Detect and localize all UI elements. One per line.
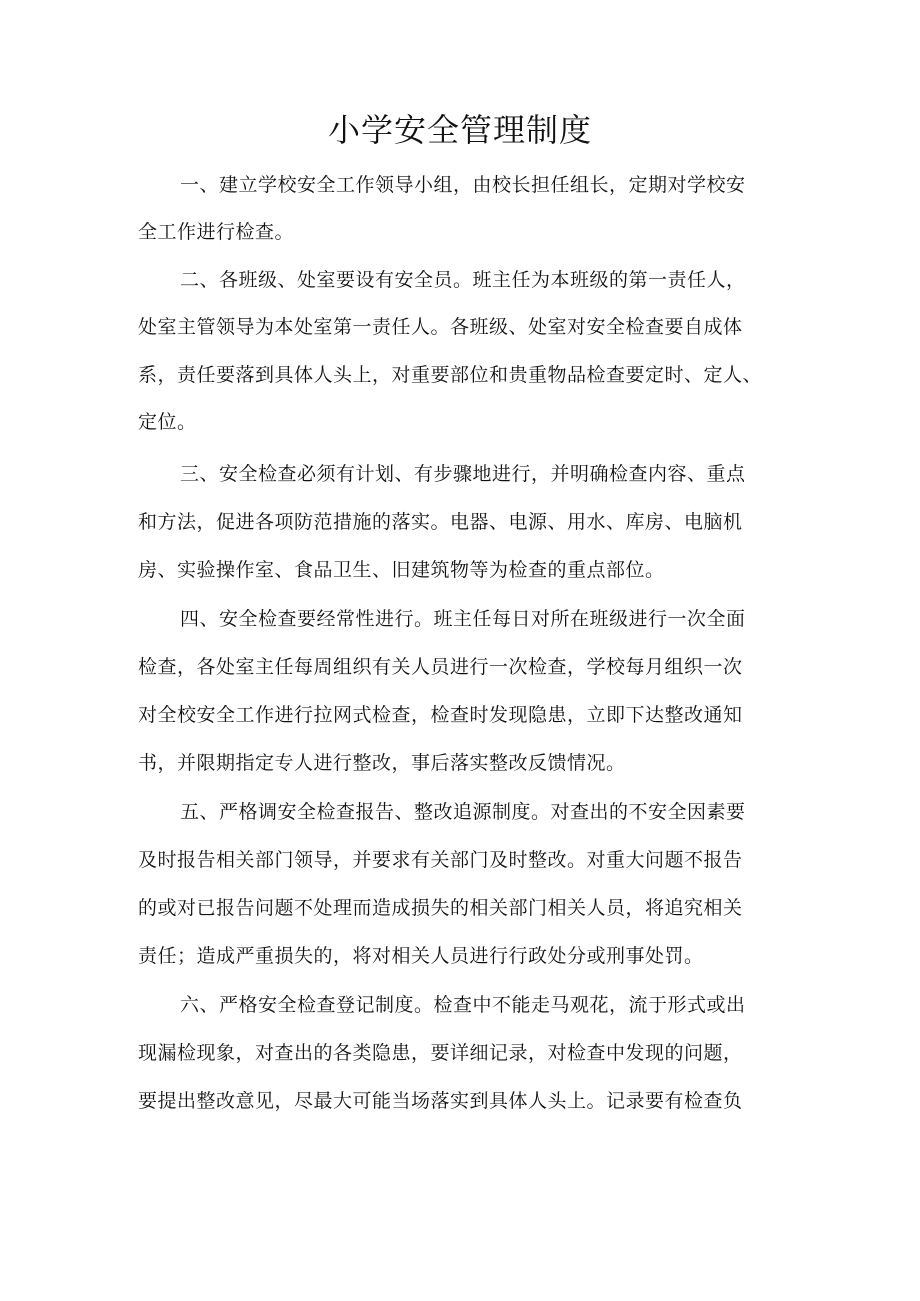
text-line: 二、各班级、处室要设有安全员。班主任为本班级的第一责任人， — [180, 269, 746, 291]
text-line: 对全校安全工作进行拉网式检查，检查时发现隐患，立即下达整改通知 — [138, 704, 743, 726]
text-line: 和方法，促进各项防范措施的落实。电器、电源、用水、库房、电脑机 — [138, 511, 743, 533]
text-line: 五、严格调安全检查报告、整改追源制度。对查出的不安全因素要 — [180, 801, 746, 823]
text-line: 六、严格安全检查登记制度。检查中不能走马观花，流于形式或出 — [180, 994, 746, 1016]
text-line: 房、实验操作室、食品卫生、旧建筑物等为检查的重点部位。 — [138, 559, 665, 581]
text-line: 要提出整改意见，尽最大可能当场落实到具体人头上。记录要有检查负 — [138, 1090, 743, 1112]
text-line: 一、建立学校安全工作领导小组，由校长担任组长，定期对学校安 — [180, 174, 746, 196]
text-line: 及时报告相关部门领导，并要求有关部门及时整改。对重大问题不报告 — [138, 849, 743, 871]
text-line: 四、安全检查要经常性进行。班主任每日对所在班级进行一次全面 — [180, 608, 746, 630]
text-line: 现漏检现象，对查出的各类隐患，要详细记录，对检查中发现的问题， — [138, 1042, 743, 1064]
text-line: 检查，各处室主任每周组织有关人员进行一次检查，学校每月组织一次 — [138, 656, 743, 678]
text-line: 的或对已报告问题不处理而造成损失的相关部门相关人员，将追究相关 — [138, 897, 743, 919]
text-line: 处室主管领导为本处室第一责任人。各班级、处室对安全检查要自成体 — [138, 316, 743, 338]
document-title: 小学安全管理制度 — [327, 111, 592, 149]
text-line: 责任；造成严重损失的，将对相关人员进行行政处分或刑事处罚。 — [138, 945, 704, 967]
text-line: 全工作进行检查。 — [138, 221, 295, 243]
text-line: 定位。 — [138, 411, 197, 433]
text-line: 书，并限期指定专人进行整改，事后落实整改反馈情况。 — [138, 752, 626, 774]
text-line: 三、安全检查必须有计划、有步骤地进行，并明确检查内容、重点 — [180, 463, 746, 485]
text-line: 系，责任要落到具体人头上，对重要部位和贵重物品检查要定时、定人、 — [138, 364, 763, 386]
